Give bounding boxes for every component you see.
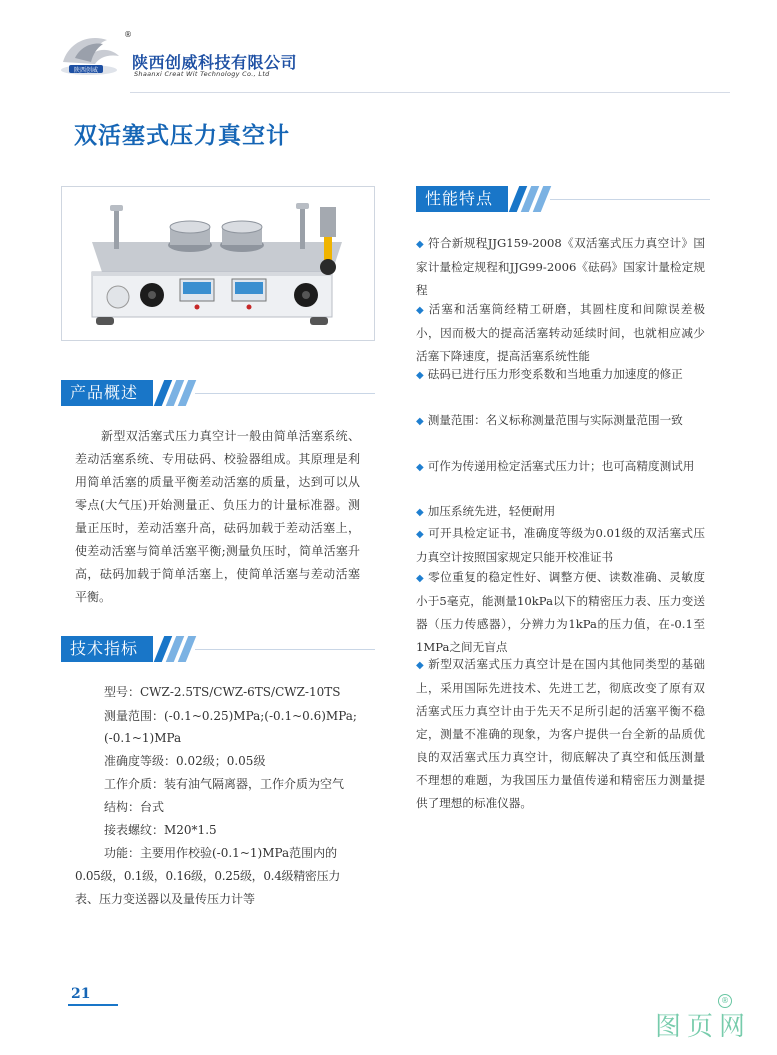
spec-line: 准确度等级：0.02级；0.05级 bbox=[104, 754, 266, 768]
spec-line: 0.05级，0.1级，0.16级，0.25级，0.4级精密压力 bbox=[75, 869, 341, 883]
section-divider bbox=[195, 649, 375, 650]
feature-item: ◆ 零位重复的稳定性好、调整方便、读数准确、灵敏度小于5毫克，能测量10kPa以下的精密压力表、压力变送器（压力传感器），分辨力为1kPa的压力值，在-0.1至1MPa之间无盲点 bbox=[416, 570, 705, 654]
section-title-specs: 技术指标 bbox=[61, 636, 153, 662]
overview-text: 新型双活塞式压力真空计一般由简单活塞系统、差动活塞系统、专用砝码、校验器组成。其原理是利用简单活塞的质量平衡差动活塞的质量，达到可以从零点(大气压)开始测量正、负压力的计量标准器。测量正压时，差动活塞升高，砝码加载于差动活塞上，使差动活塞与简单活塞平衡;测量负压时，简单活塞升高，砝码加载于简单活塞上，使简单活塞与差动活塞平衡。 bbox=[75, 429, 360, 604]
feature-item: ◆ 加压系统先进，轻便耐用 bbox=[416, 504, 556, 518]
bullet-diamond-icon: ◆ bbox=[416, 416, 424, 427]
section-divider bbox=[195, 393, 375, 394]
spec-line: 测量范围：(-0.1~0.25)MPa;(-0.1~0.6)MPa; bbox=[104, 709, 357, 723]
spec-line: 工作介质：装有油气隔离器，工作介质为空气 bbox=[104, 777, 345, 791]
spec-line: (-0.1~1)MPa bbox=[104, 731, 182, 745]
watermark: 图页网 bbox=[655, 1012, 752, 1042]
feature-item: ◆ 新型双活塞式压力真空计是在国内其他同类型的基础上，采用国际先进技术、先进工艺，彻底改变了原有双活塞式压力真空计由于先天不足所引起的活塞平衡不稳定，测量不准确的现象，为客户提供一台全新的品质优良的双活塞式压力真空计，彻底解决了真空和低压测量不理想的难题，为我国压力量值传递和精密压力测量提供了理想的标准仪器。 bbox=[416, 657, 705, 810]
page-number-underline bbox=[68, 1004, 118, 1006]
pressure-gauge-illustration bbox=[62, 187, 375, 341]
product-photo bbox=[61, 186, 375, 341]
header-divider bbox=[130, 92, 730, 93]
page-title: 双活塞式压力真空计 bbox=[74, 123, 290, 149]
spec-line: 功能：主要用作校验(-0.1~1)MPa范围内的 bbox=[104, 846, 338, 860]
bullet-diamond-icon: ◆ bbox=[416, 462, 424, 473]
bullet-diamond-icon: ◆ bbox=[416, 239, 425, 250]
section-header-overview bbox=[61, 380, 375, 406]
feature-item: ◆ 测量范围：名义标称测量范围与实际测量范围一致 bbox=[416, 413, 683, 427]
feature-item: ◆ 可开具检定证书，准确度等级为0.01级的双活塞式压力真空计按照国家规定只能开校准证书 bbox=[416, 526, 705, 564]
feature-item: ◆ 符合新规程JJG159-2008《双活塞式压力真空计》国家计量检定规程和JJG99-2006《砝码》国家计量检定规程 bbox=[416, 236, 705, 297]
spec-line: 型号：CWZ-2.5TS/CWZ-6TS/CWZ-10TS bbox=[104, 685, 341, 699]
company-logo-icon bbox=[55, 32, 125, 78]
bullet-diamond-icon: ◆ bbox=[416, 507, 424, 518]
spec-line: 表、压力变送器以及量传压力计等 bbox=[75, 892, 256, 906]
section-divider bbox=[550, 199, 710, 200]
logo-text: 陕西创威 bbox=[73, 67, 99, 74]
section-title-overview: 产品概述 bbox=[61, 380, 153, 406]
section-title-features: 性能特点 bbox=[416, 186, 508, 212]
feature-item: ◆ 可作为传递用检定活塞式压力计；也可高精度测试用 bbox=[416, 459, 695, 473]
spec-line: 接表螺纹：M20*1.5 bbox=[104, 823, 217, 837]
spec-line: 结构：台式 bbox=[104, 800, 165, 814]
company-name-en: Shaanxi Creat Wit Technology Co., Ltd bbox=[134, 70, 270, 78]
page-header bbox=[0, 20, 777, 80]
page-number: 21 bbox=[71, 986, 91, 1002]
company-name-cn: 陕西创威科技有限公司 bbox=[132, 53, 298, 72]
watermark-registered-mark: ® bbox=[718, 994, 732, 1008]
feature-item: ◆ 砝码已进行压力形变系数和当地重力加速度的修正 bbox=[416, 367, 683, 381]
bullet-diamond-icon: ◆ bbox=[416, 573, 425, 584]
section-header-features bbox=[416, 186, 716, 212]
registered-mark: ® bbox=[124, 30, 132, 39]
bullet-diamond-icon: ◆ bbox=[416, 305, 425, 316]
feature-item: ◆ 活塞和活塞筒经精工研磨，其圆柱度和间隙误差极小，因而极大的提高活塞转动延续时间，也就相应减少活塞下降速度，提高活塞系统性能 bbox=[416, 302, 705, 363]
bullet-diamond-icon: ◆ bbox=[416, 529, 425, 540]
bullet-diamond-icon: ◆ bbox=[416, 660, 425, 671]
bullet-diamond-icon: ◆ bbox=[416, 370, 424, 381]
section-header-specs bbox=[61, 636, 375, 662]
